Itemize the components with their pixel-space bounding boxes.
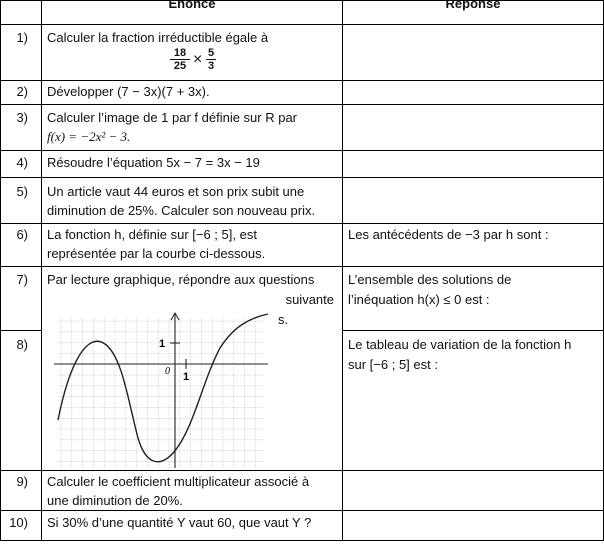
origin-label: 0 bbox=[165, 366, 170, 377]
question-text: Calculer l’image de 1 par f définie sur R par bbox=[47, 110, 298, 125]
row-divider bbox=[0, 24, 604, 25]
row-number: 7) bbox=[16, 272, 28, 287]
question-text: Un article vaut 44 euros et son prix subit une bbox=[47, 184, 305, 199]
fraction-2 bbox=[206, 47, 216, 72]
table-border-bottom bbox=[0, 540, 604, 541]
question-text: La fonction h, définie sur [−6 ; 5], est bbox=[47, 227, 257, 242]
x-tick-label: 1 bbox=[183, 371, 190, 383]
row-divider bbox=[0, 177, 604, 178]
row-number: 10) bbox=[9, 515, 28, 530]
question-text: Par lecture graphique, répondre aux questions bbox=[47, 272, 315, 287]
row-number: 4) bbox=[16, 155, 28, 170]
header-reponse: Réponse bbox=[445, 0, 501, 11]
question-text: diminution de 25%. Calculer son nouveau prix. bbox=[47, 203, 316, 218]
column-divider bbox=[41, 0, 42, 541]
row-number: 2) bbox=[16, 84, 28, 99]
row-divider bbox=[0, 104, 604, 105]
fraction-1 bbox=[170, 47, 190, 72]
row-number: 5) bbox=[16, 184, 28, 199]
answer-text: Les antécédents de −3 par h sont : bbox=[348, 227, 549, 242]
answer-text: l’inéquation h(x) ≤ 0 est : bbox=[348, 292, 490, 307]
question-text: Calculer le coefficient multiplicateur associé à bbox=[47, 474, 310, 489]
row-number: 9) bbox=[16, 474, 28, 489]
question-text: Développer (7 − 3x)(7 + 3x). bbox=[47, 84, 210, 99]
row-divider-partial bbox=[342, 330, 604, 331]
row-number: 8) bbox=[16, 337, 28, 352]
answer-text: L’ensemble des solutions de bbox=[348, 272, 512, 287]
fraction-denominator: 3 bbox=[207, 60, 215, 72]
header-enonce: Enoncé bbox=[168, 0, 216, 11]
y-tick-label: 1 bbox=[159, 338, 166, 350]
question-text: une diminution de 20%. bbox=[47, 493, 183, 508]
times-sign: × bbox=[193, 51, 203, 68]
row-number: 6) bbox=[16, 227, 28, 242]
question-text: Calculer la fraction irréductible égale à bbox=[47, 30, 269, 45]
row-divider bbox=[0, 266, 604, 267]
question-text: Résoudre l’équation 5x − 7 = 3x − 19 bbox=[47, 155, 260, 170]
row-divider bbox=[0, 510, 604, 511]
row-number: 3) bbox=[16, 110, 28, 125]
row-divider bbox=[0, 150, 604, 151]
question-text: s. bbox=[278, 312, 289, 327]
fraction-numerator: 18 bbox=[173, 47, 187, 59]
row-divider bbox=[0, 80, 604, 81]
question-text: Si 30% d’une quantité Y vaut 60, que vaut Y ? bbox=[47, 515, 312, 530]
answer-text: sur [−6 ; 5] est : bbox=[348, 357, 438, 372]
answer-text: Le tableau de variation de la fonction h bbox=[348, 337, 572, 352]
row-divider bbox=[0, 223, 604, 224]
question-text: suivante bbox=[285, 292, 334, 307]
row-divider bbox=[0, 470, 604, 471]
question-text: représentée par la courbe ci-dessous. bbox=[47, 246, 266, 261]
row-number: 1) bbox=[16, 30, 28, 45]
fraction-denominator: 25 bbox=[170, 59, 190, 72]
fraction-numerator: 5 bbox=[207, 47, 215, 59]
row-divider-partial bbox=[0, 330, 42, 331]
question-formula: f(x) = −2x² − 3. bbox=[47, 129, 131, 144]
function-graph bbox=[50, 310, 280, 470]
column-divider bbox=[342, 0, 343, 541]
